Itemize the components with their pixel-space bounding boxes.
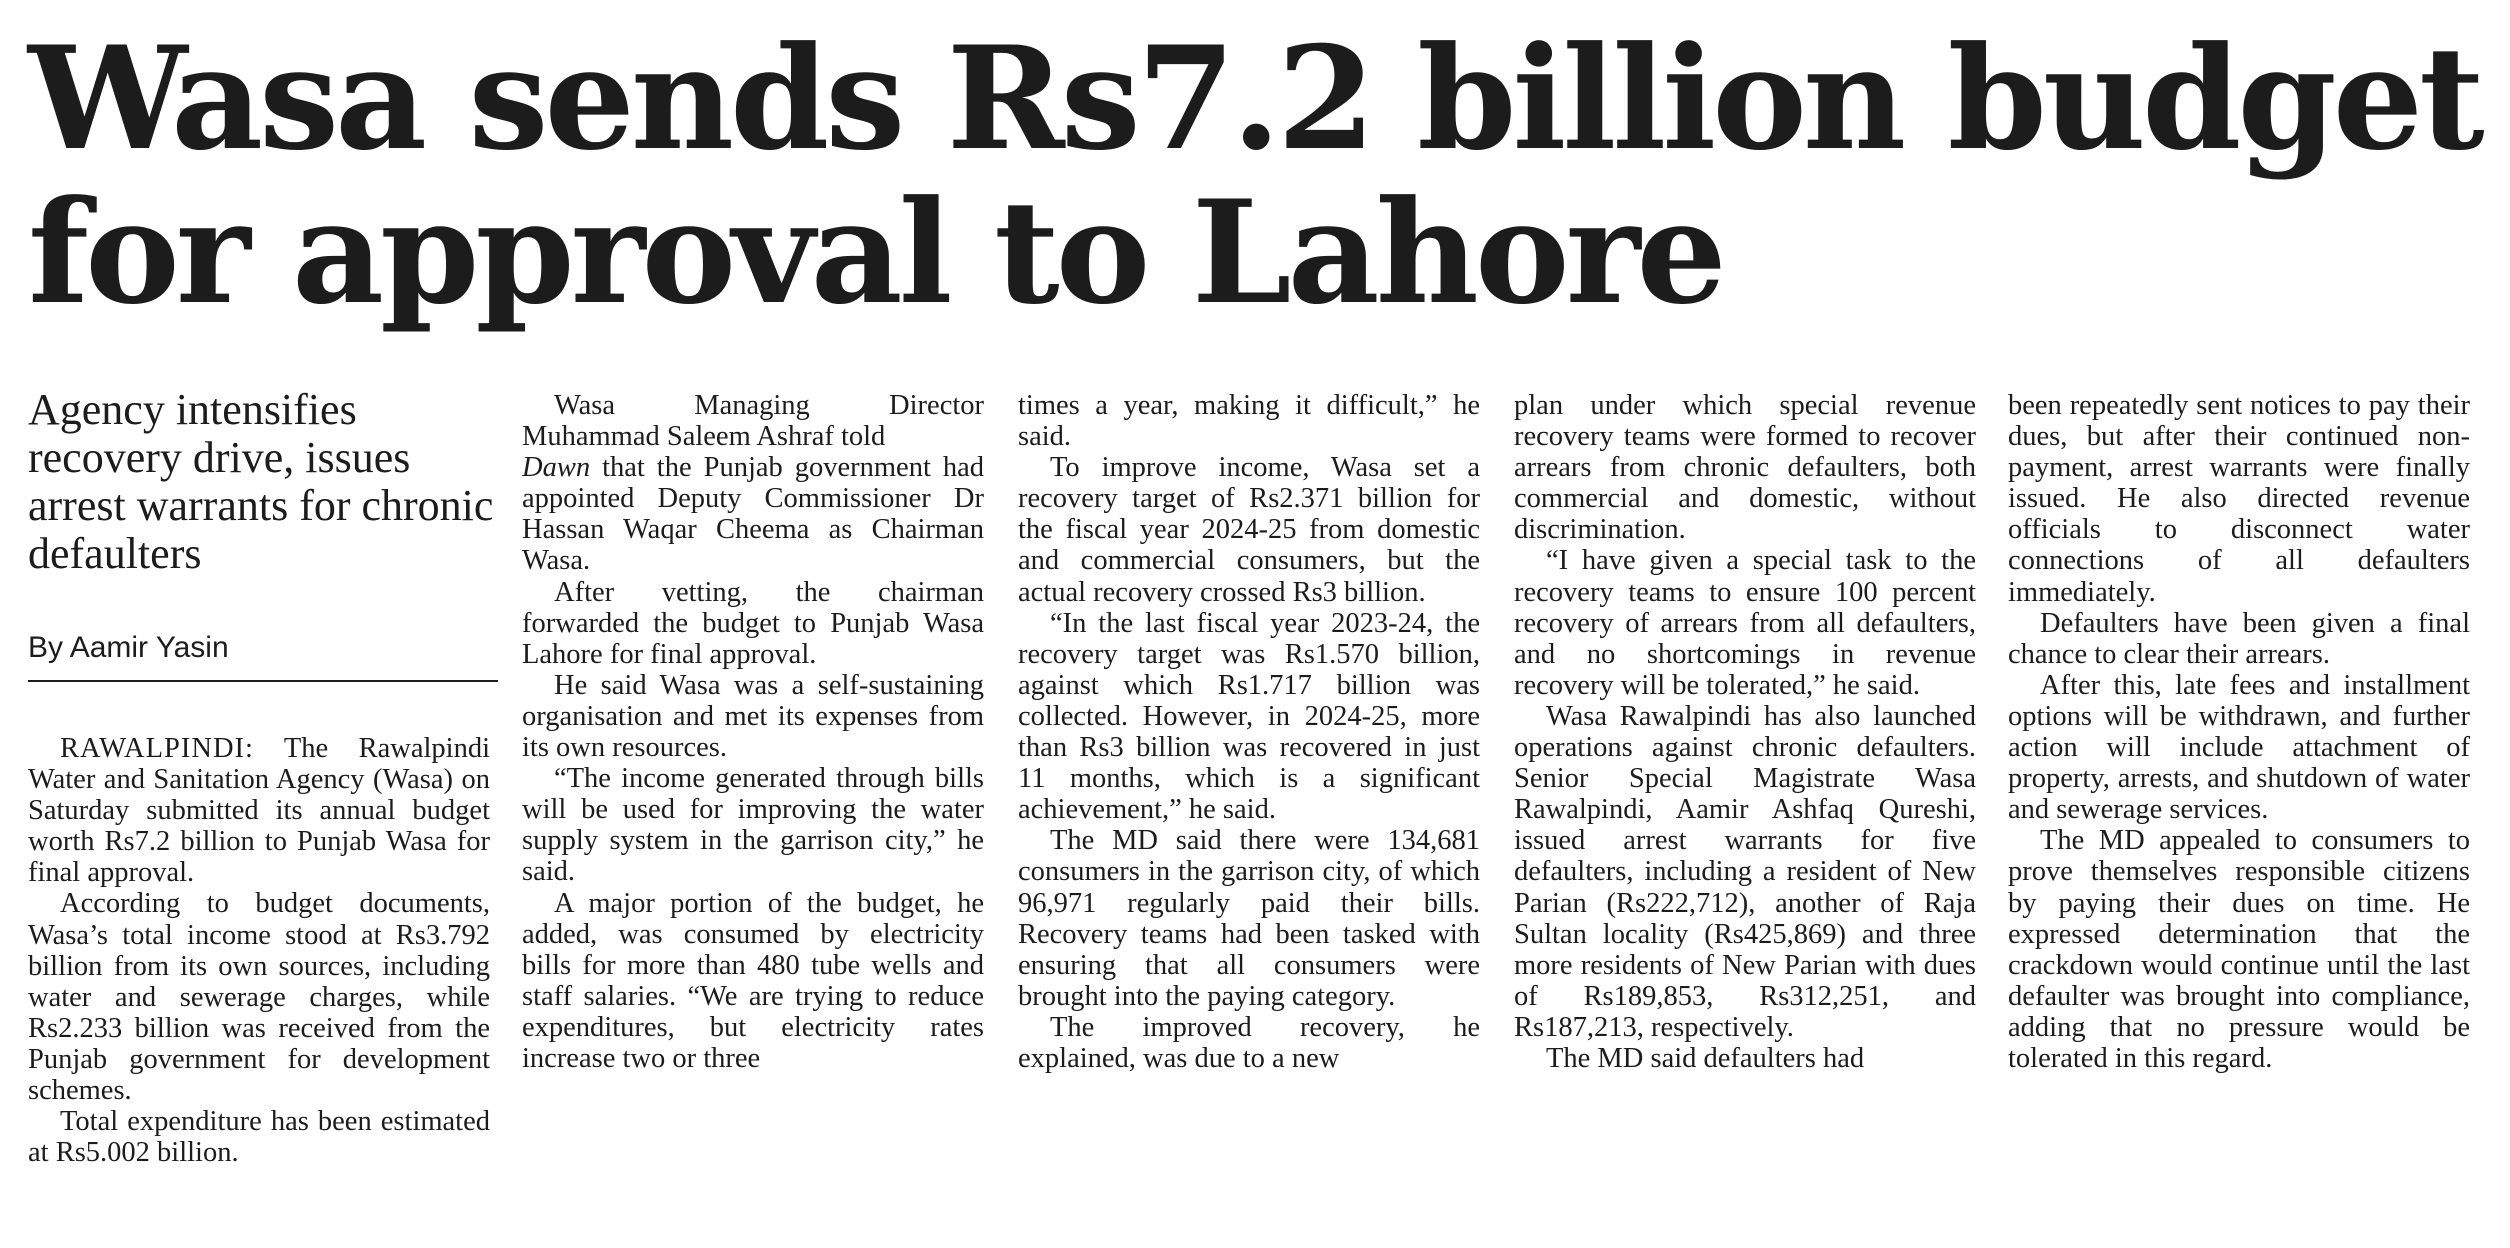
publication-name: Dawn xyxy=(522,452,591,484)
sidebar-block xyxy=(28,386,498,682)
article-column-5 xyxy=(2008,390,2470,1240)
paragraph: “I have given a special task to the recovery teams to ensure 100 percent recovery of arrears from all defaulters, and no shortcomings in revenue recovery will be tolerated,” he said. xyxy=(1514,545,1976,701)
paragraph xyxy=(28,733,490,888)
paragraph: After this, late fees and installment options will be withdrawn, and further action will include attachment of property, arrests, and shutdown of water and sewerage services. xyxy=(2008,669,2470,826)
article-column-2 xyxy=(522,390,984,1240)
paragraph: “The income generated through bills will be used for improving the water supply system in the garrison city,” he said. xyxy=(522,763,984,888)
paragraph: Wasa Rawalpindi has also launched operations against chronic defaulters. Senior Special Magistrate Wasa Rawalpindi, Aamir Ashfaq Qureshi, issued arrest warrants for five defaulters, including a resident of New Parian (Rs222,712), another of Raja Sultan locality (Rs425,869) and three more residents of New Parian with dues of Rs189,853, Rs312,251, and Rs187,213, respectively. xyxy=(1514,700,1976,1043)
paragraph: The MD said there were 134,681 consumers in the garrison city, of which 96,971 regularly paid their bills. Recovery teams had been tasked with ensuring that all consumers were brought into the paying category. xyxy=(1018,825,1480,1012)
paragraph-continued: times a year, making it difficult,” he said. xyxy=(1018,390,1480,453)
paragraph xyxy=(522,390,984,577)
paragraph: After vetting, the chairman forwarded the budget to Punjab Wasa Lahore for final approval. xyxy=(522,576,984,670)
article-column-1 xyxy=(28,733,490,1233)
paragraph-text: Wasa Managing Director Muhammad Saleem Ashraf told xyxy=(522,390,984,453)
paragraph-continued: been repeatedly sent notices to pay their dues, but after their continued non-payment, arrest warrants were finally issued. He also directed revenue officials to disconnect water connections of all defaulters immediately. xyxy=(2008,390,2470,608)
paragraph: The MD said defaulters had xyxy=(1546,1042,1865,1074)
headline xyxy=(28,16,2488,336)
byline: By Aamir Yasin xyxy=(28,630,498,682)
dateline: RAWALPINDI: xyxy=(60,733,254,764)
paragraph: The MD appealed to consumers to prove themselves responsible citizens by paying their dues on time. He expressed determination that the crackdown would continue until the last defaulter was brought into compliance, adding that no pressure would be tolerated in this regard. xyxy=(2008,825,2470,1074)
paragraph: Total expenditure has been estimated at Rs5.002 billion. xyxy=(28,1106,490,1169)
paragraph-text: that the Punjab government had appointed Deputy Commissioner Dr Hassan Waqar Cheema as Chairman Wasa. xyxy=(522,452,984,577)
article-column-4 xyxy=(1514,390,1976,1240)
subheadline: Agency intensifies recovery drive, issues arrest warrants for chronic defaulters xyxy=(28,385,494,578)
paragraph: Defaulters have been given a final chance to clear their arrears. xyxy=(2008,607,2470,670)
headline-line-1: Wasa sends Rs7.2 billion budget xyxy=(28,16,2481,182)
headline-line-2: for approval to Lahore xyxy=(28,170,1723,336)
paragraph: The improved recovery, he explained, was due to a new xyxy=(1018,1011,1480,1074)
paragraph-text: The Rawalpindi Water and Sanitation Agency (Wasa) on Saturday submitted its annual budget worth Rs7.2 billion to Punjab Wasa for final approval. xyxy=(28,733,490,889)
article-column-3 xyxy=(1018,390,1480,1240)
paragraph: According to budget documents, Wasa’s total income stood at Rs3.792 billion from its own sources, including water and sewerage charges, while Rs2.233 billion was received from the Punjab government for development schemes. xyxy=(28,888,490,1107)
paragraph: “In the last fiscal year 2023-24, the recovery target was Rs1.570 billion, against which Rs1.717 billion was collected. However, in 2024-25, more than Rs3 billion was recovered in just 11 months, which is a significant achievement,” he said. xyxy=(1018,607,1480,826)
paragraph: He said Wasa was a self-sustaining organisation and met its expenses from its own resources. xyxy=(522,669,984,764)
paragraph-continued: plan under which special revenue recovery teams were formed to recover arrears from chronic defaulters, both commercial and domestic, without discrimination. xyxy=(1514,390,1976,546)
paragraph: A major portion of the budget, he added, was consumed by electricity bills for more than 480 tube wells and staff salaries. “We are trying to reduce expenditures, but electricity rates increase two or three xyxy=(522,887,984,1074)
paragraph: To improve income, Wasa set a recovery target of Rs2.371 billion for the fiscal year 2024-25 from domestic and commercial consumers, but the actual recovery crossed Rs3 billion. xyxy=(1018,452,1480,608)
